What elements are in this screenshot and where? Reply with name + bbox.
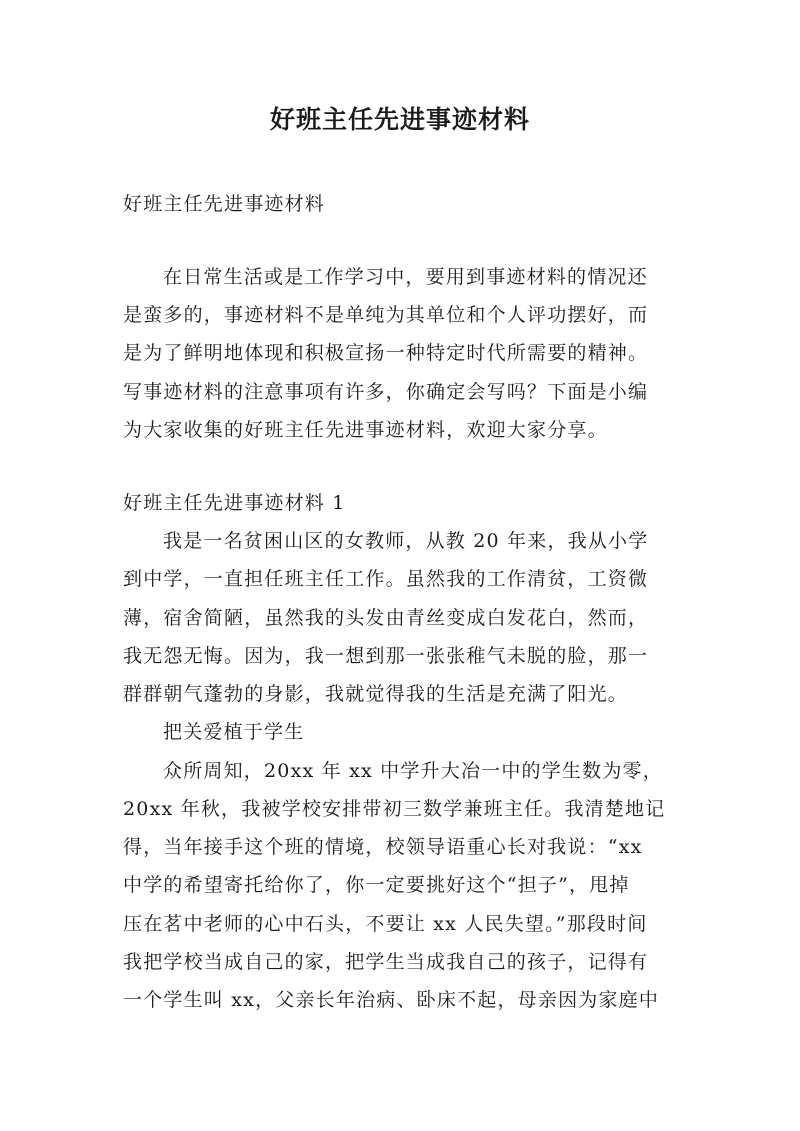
paragraph-line: 得，当年接手这个班的情境，校领导语重心长对我说：“xx (123, 836, 643, 858)
paragraph-line: 中学的希望寄托给你了，你一定要挑好这个“担子”，甩掉 (123, 874, 630, 896)
paragraph-line: 群群朝气蓬勃的身影，我就觉得我的生活是充满了阳光。 (123, 683, 629, 705)
paragraph-line: 20xx 年秋，我被学校安排带初三数学兼班主任。我清楚地记 (123, 798, 666, 820)
intro-line: 为大家收集的好班主任先进事迹材料，欢迎大家分享。 (123, 419, 608, 441)
subheading: 把关爱植于学生 (163, 721, 305, 743)
intro-line: 写事迹材料的注意事项有许多，你确定会写吗？下面是小编 (123, 381, 649, 403)
document-subtitle: 好班主任先进事迹材料 (123, 193, 326, 215)
intro-line: 是蛮多的，事迹材料不是单纯为其单位和个人评功摆好，而 (123, 304, 649, 326)
intro-line: 是为了鲜明地体现和积极宣扬一种特定时代所需要的精神。 (123, 342, 649, 364)
section-heading: 好班主任先进事迹材料 1 (123, 492, 346, 514)
paragraph-line: 一个学生叫 xx，父亲长年治病、卧床不起，母亲因为家庭中 (123, 989, 660, 1011)
paragraph-line: 到中学，一直担任班主任工作。虽然我的工作清贫，工资微 (123, 568, 649, 590)
paragraph-line: 我是一名贫困山区的女教师，从教 20 年来，我从小学 (163, 530, 649, 552)
document-title: 好班主任先进事迹材料 (269, 105, 530, 134)
paragraph-line: 众所周知，20xx 年 xx 中学升大冶一中的学生数为零， (163, 760, 663, 782)
paragraph-line: 我无怨无悔。因为，我一想到那一张张稚气未脱的脸，那一 (123, 645, 649, 667)
paragraph-line: 薄，宿舍简陋，虽然我的头发由青丝变成白发花白，然而， (123, 607, 649, 629)
paragraph-line: 我把学校当成自己的家，把学生当成我自己的孩子，记得有 (123, 951, 649, 973)
paragraph-line: 压在茗中老师的心中石头，不要让 xx 人民失望。”那段时间 (123, 913, 648, 935)
intro-line: 在日常生活或是工作学习中，要用到事迹材料的情况还 (163, 266, 648, 288)
